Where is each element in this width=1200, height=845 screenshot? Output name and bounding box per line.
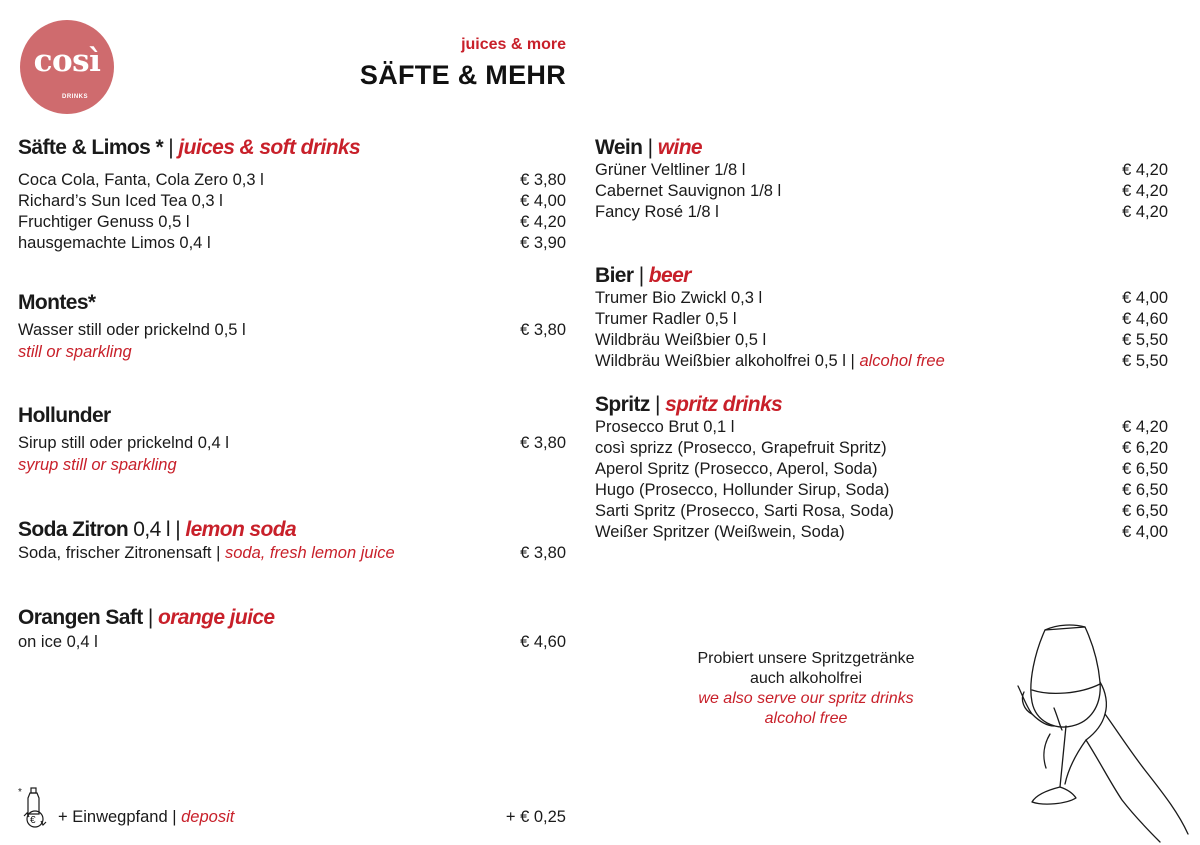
cosi-logo bbox=[20, 20, 114, 114]
menu-item: on ice 0,4 l € 4,60 bbox=[18, 633, 566, 651]
menu-item: Aperol Spritz (Prosecco, Aperol, Soda) € 6,50 bbox=[595, 460, 1168, 478]
price: € 6,50 bbox=[1122, 460, 1168, 478]
item-translation: syrup still or sparkling bbox=[18, 456, 177, 474]
section-title: Montes* bbox=[18, 291, 96, 314]
price: € 4,20 bbox=[520, 213, 566, 231]
menu-item: Cabernet Sauvignon 1/8 l € 4,20 bbox=[595, 182, 1168, 200]
section-bier bbox=[595, 264, 1168, 372]
section-montes bbox=[18, 291, 566, 363]
price: € 4,20 bbox=[1122, 182, 1168, 200]
section-title: Orangen Saft | orange juice bbox=[18, 606, 275, 629]
price: € 4,60 bbox=[520, 633, 566, 651]
menu-item: Grüner Veltliner 1/8 l € 4,20 bbox=[595, 161, 1168, 179]
menu-item: Coca Cola, Fanta, Cola Zero 0,3 l € 3,80 bbox=[18, 171, 566, 189]
section-saefte bbox=[18, 136, 566, 254]
promo-line-2: auch alkoholfrei bbox=[749, 670, 863, 687]
price: € 6,50 bbox=[1122, 481, 1168, 499]
price: € 3,80 bbox=[520, 321, 566, 339]
deposit-row bbox=[18, 786, 566, 836]
menu-item: Hugo (Prosecco, Hollunder Sirup, Soda) € 6,50 bbox=[595, 481, 1168, 499]
section-orange bbox=[18, 606, 566, 653]
section-title: Hollunder bbox=[18, 404, 111, 427]
menu-item: Weißer Spritzer (Weißwein, Soda) € 4,00 bbox=[595, 523, 1168, 541]
item-translation: still or sparkling bbox=[18, 343, 132, 361]
price: € 4,60 bbox=[1122, 310, 1168, 328]
section-hollunder bbox=[18, 404, 566, 476]
menu-item: Prosecco Brut 0,1 l € 4,20 bbox=[595, 418, 1168, 436]
menu-item: Trumer Bio Zwickl 0,3 l € 4,00 bbox=[595, 289, 1168, 307]
price: € 5,50 bbox=[1122, 331, 1168, 349]
price: € 4,00 bbox=[1122, 289, 1168, 307]
svg-text:€: € bbox=[30, 815, 36, 826]
logo-sub: DRINKS bbox=[61, 94, 88, 100]
price: € 4,00 bbox=[520, 192, 566, 210]
wine-glass-hand-icon bbox=[1010, 622, 1195, 845]
section-spritz bbox=[595, 393, 1168, 543]
menu-item: Sarti Spritz (Prosecco, Sarti Rosa, Soda) € 6,50 bbox=[595, 502, 1168, 520]
logo-word: così bbox=[33, 43, 101, 79]
menu-item: Wildbräu Weißbier 0,5 l € 5,50 bbox=[595, 331, 1168, 349]
page-title: SÄFTE & MEHR bbox=[359, 60, 566, 90]
menu-item: così sprizz (Prosecco, Grapefruit Spritz) € 6,20 bbox=[595, 439, 1168, 457]
price: € 5,50 bbox=[1122, 352, 1168, 370]
price: € 6,50 bbox=[1122, 502, 1168, 520]
section-title: Bier | beer bbox=[595, 264, 691, 287]
price: € 3,90 bbox=[520, 234, 566, 252]
promo-en-2: alcohol free bbox=[764, 710, 848, 727]
price: € 3,80 bbox=[520, 544, 566, 562]
svg-text:*: * bbox=[18, 787, 22, 798]
section-title: Säfte & Limos * | juices & soft drinks bbox=[18, 136, 361, 159]
menu-item: Fruchtiger Genuss 0,5 l € 4,20 bbox=[18, 213, 566, 231]
menu-item: Wildbräu Weißbier alkoholfrei 0,5 l | alcohol free € 5,50 bbox=[595, 352, 1168, 370]
section-title: Soda Zitron 0,4 l | lemon soda bbox=[18, 518, 297, 541]
promo-note bbox=[656, 649, 956, 729]
menu-item: hausgemachte Limos 0,4 l € 3,90 bbox=[18, 234, 566, 252]
header-subtitle: juices & more bbox=[461, 36, 566, 53]
section-wein bbox=[595, 136, 1168, 223]
menu-item: Fancy Rosé 1/8 l € 4,20 bbox=[595, 203, 1168, 221]
section-title: Wein | wine bbox=[595, 136, 702, 159]
bottle-deposit-icon bbox=[18, 786, 58, 830]
price: € 3,80 bbox=[520, 171, 566, 189]
deposit-label: + Einwegpfand | deposit bbox=[58, 808, 235, 826]
price: € 4,00 bbox=[1122, 523, 1168, 541]
price: € 4,20 bbox=[1122, 418, 1168, 436]
menu-item: Sirup still oder prickelnd 0,4 l € 3,80 bbox=[18, 434, 566, 452]
price: € 4,20 bbox=[1122, 161, 1168, 179]
price: € 6,20 bbox=[1122, 439, 1168, 457]
promo-en-1: we also serve our spritz drinks bbox=[698, 690, 914, 707]
section-soda bbox=[18, 518, 566, 564]
price: € 3,80 bbox=[520, 434, 566, 452]
menu-item: Trumer Radler 0,5 l € 4,60 bbox=[595, 310, 1168, 328]
menu-item: Richard’s Sun Iced Tea 0,3 l € 4,00 bbox=[18, 192, 566, 210]
menu-item: Soda, frischer Zitronensaft | soda, fresh lemon juice € 3,80 bbox=[18, 544, 566, 562]
deposit-price: + € 0,25 bbox=[505, 808, 566, 826]
promo-line-1: Probiert unsere Spritzgetränke bbox=[697, 650, 915, 667]
price: € 4,20 bbox=[1122, 203, 1168, 221]
menu-item: Wasser still oder prickelnd 0,5 l € 3,80 bbox=[18, 321, 566, 339]
section-title: Spritz | spritz drinks bbox=[595, 393, 783, 416]
